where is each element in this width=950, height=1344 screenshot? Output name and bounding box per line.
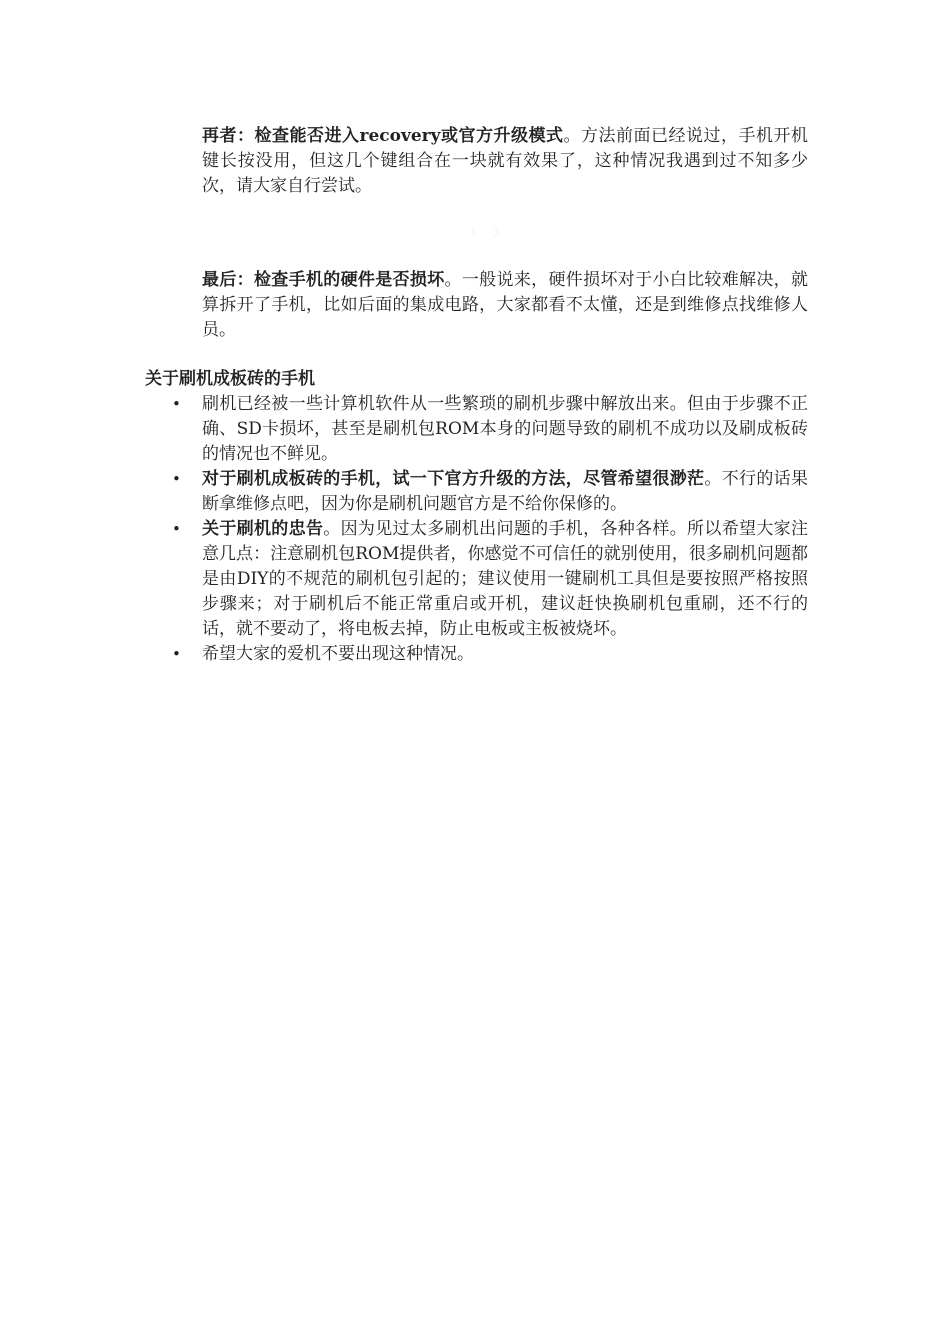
list-item bbox=[145, 392, 808, 467]
list-item-text: 希望大家的爱机不要出现这种情况。 bbox=[202, 644, 474, 664]
bullet-icon: • bbox=[172, 395, 181, 413]
paragraph-text: 。一般说来，硬件损坏对于小白比较难解决，就算拆开了手机，比如后面的集成电路，大家都看不太懂，还是到维修点找维修人员。 bbox=[202, 270, 809, 340]
paragraph-hardware-check bbox=[202, 268, 808, 343]
paragraph-lead: 最后：检查手机的硬件是否损坏 bbox=[202, 270, 445, 290]
list-item-text: 。因为见过太多刷机出问题的手机，各种各样。所以希望大家注意几点：注意刷机包ROM提供者，你感觉不可信任的就别使用，很多刷机问题都是由DIY的不规范的刷机包引起的；建议使用一键刷机工具但是要按照严格按照步骤来；对于刷机后不能正常重启或开机，建议赶快换刷机包重刷，还不行的话，就不要动了，将电板去掉，防止电板或主板被烧坏。 bbox=[202, 519, 808, 639]
list-item bbox=[145, 642, 808, 667]
list-item-lead: 对于刷机成板砖的手机，试一下官方升级的方法，尽管希望很渺茫 bbox=[202, 469, 705, 489]
list-item bbox=[145, 467, 808, 517]
list-item-lead: 关于刷机的忠告 bbox=[202, 519, 324, 539]
bullet-list bbox=[145, 392, 808, 667]
section-heading: 关于刷机成板砖的手机 bbox=[145, 369, 315, 389]
paragraph-text: 。方法前面已经说过，手机开机键长按没用，但这几个键组合在一块就有效果了，这种情况我遇到过不知多少次，请大家自行尝试。 bbox=[202, 126, 808, 196]
bullet-icon: • bbox=[172, 645, 181, 663]
bullet-icon: • bbox=[172, 520, 181, 538]
list-item-text: 刷机已经被一些计算机软件从一些繁琐的刷机步骤中解放出来。但由于步骤不正确、SD卡损坏，甚至是刷机包ROM本身的问题导致的刷机不成功以及刷成板砖的情况也不鲜见。 bbox=[202, 394, 808, 464]
paragraph-lead: 再者：检查能否进入recovery或官方升级模式 bbox=[202, 126, 564, 146]
list-item-text: 。不行的话果断拿维修点吧，因为你是刷机问题官方是不给你保修的。 bbox=[202, 469, 809, 514]
paragraph-recovery-check bbox=[202, 124, 808, 199]
faint-mark: 1 3 bbox=[470, 226, 506, 239]
bullet-icon: • bbox=[172, 470, 181, 488]
list-item bbox=[145, 517, 808, 642]
